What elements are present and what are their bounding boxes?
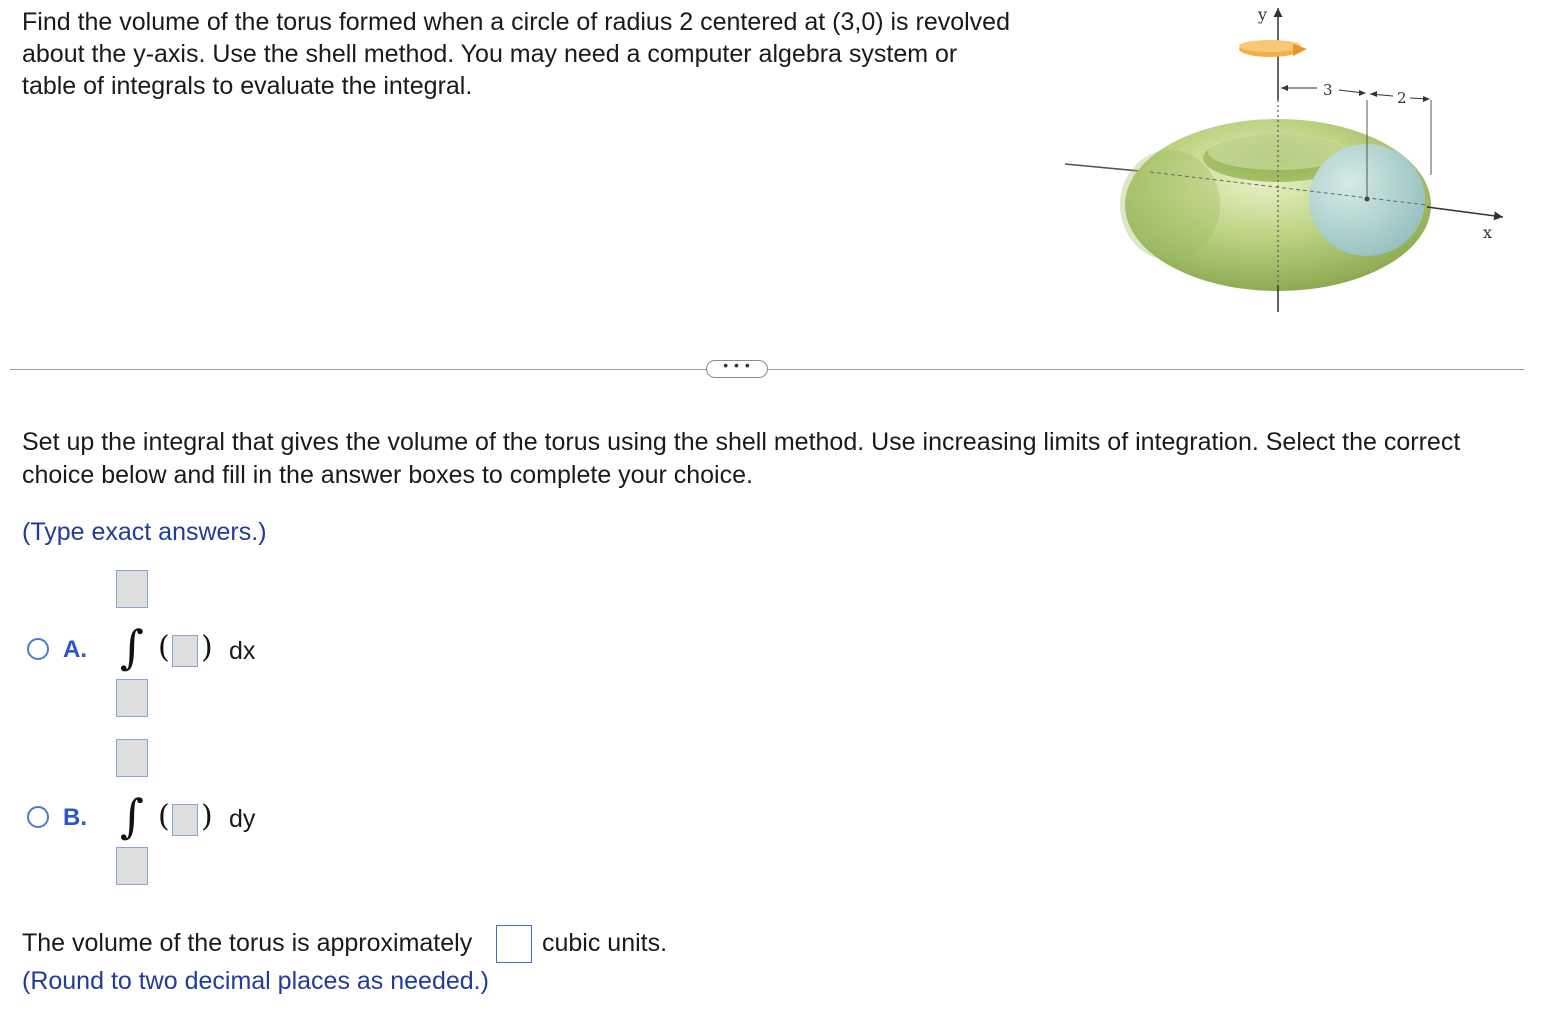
volume-prefix-text: The volume of the torus is approximately (22, 929, 473, 957)
choice-a-integral-sign: ∫ (120, 620, 144, 674)
choice-a-open-paren: ( (158, 630, 170, 665)
torus-figure (1055, 0, 1535, 320)
choice-b-integral-sign: ∫ (120, 789, 144, 843)
choice-a-radio[interactable] (27, 638, 49, 660)
choice-b-upper-limit-input[interactable] (116, 739, 148, 777)
choice-a-lower-limit-input[interactable] (116, 679, 148, 717)
round-hint: (Round to two decimal places as needed.) (22, 967, 489, 995)
choice-a-close-paren: ) (201, 630, 213, 665)
dim-label-center: 3 (1323, 81, 1333, 99)
volume-answer-input[interactable] (496, 925, 532, 963)
instructions-text: Set up the integral that gives the volume of the torus using the shell method. Use increasing limits of integration. Select the correct choice below and fill in the answer boxes to complete your choice. (22, 428, 1461, 489)
x-axis-label: x (1483, 223, 1493, 242)
choice-b-open-paren: ( (158, 799, 170, 834)
torus-diagram (1055, 0, 1535, 320)
choice-a-integrand-input[interactable] (172, 635, 198, 667)
dim-label-radius: 2 (1397, 89, 1407, 107)
type-exact-hint: (Type exact answers.) (22, 518, 267, 546)
y-axis-label: y (1258, 5, 1268, 24)
choice-b-lower-limit-input[interactable] (116, 847, 148, 885)
choice-b-differential: dy (229, 805, 256, 833)
expand-more-button[interactable]: • • • (706, 360, 768, 378)
question-text: Find the volume of the torus formed when a circle of radius 2 centered at (3,0) is revolved about the y-axis. Use the shell method. You may need a computer algebra system or table of integrals to evaluate the integral. (22, 8, 1010, 100)
choice-a-differential: dx (229, 637, 256, 665)
choice-a-letter: A. (63, 636, 87, 663)
x-axis-right (1427, 207, 1503, 217)
choice-a-upper-limit-input[interactable] (116, 570, 148, 608)
volume-units-text: cubic units. (542, 929, 668, 957)
choice-b-close-paren: ) (201, 799, 213, 834)
choice-b-radio[interactable] (27, 806, 49, 828)
choice-b-letter: B. (63, 804, 87, 831)
choice-b-integrand-input[interactable] (172, 804, 198, 836)
